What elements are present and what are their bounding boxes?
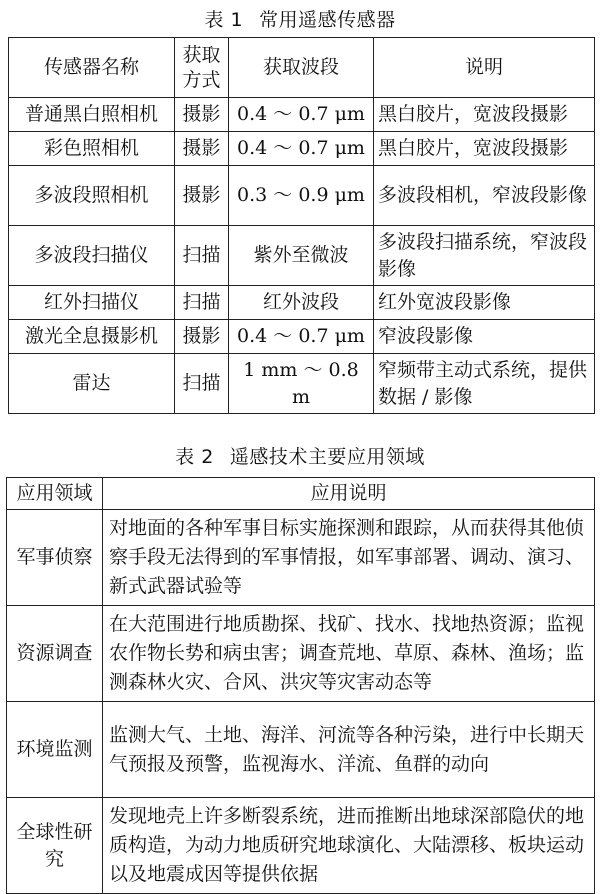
sensor-name: 红外扫描仪: [9, 286, 175, 320]
table2-caption-number: 表 2: [175, 446, 214, 468]
table1-caption-number: 表 1: [204, 9, 244, 31]
sensor-method: 扫描: [175, 226, 229, 286]
header-sensor-name: 传感器名称: [9, 38, 175, 98]
sensor-note: 多波段相机，窄波段影像: [374, 166, 595, 226]
sensor-name: 普通黑白照相机: [9, 98, 175, 132]
table-row: [7, 702, 595, 798]
sensor-note: 红外宽波段影像: [374, 286, 595, 320]
table-row: [9, 320, 595, 354]
table-row: [7, 510, 595, 606]
application-table: [6, 477, 595, 894]
sensor-note: 黑白胶片，宽波段摄影: [374, 98, 595, 132]
application-description: 对地面的各种军事目标实施探测和跟踪，从而获得其他侦察手段无法得到的军事情报，如军事部署、调动、演习、新式武器试验等: [103, 510, 595, 606]
table-row: [7, 606, 595, 702]
table-row: [9, 354, 595, 414]
sensor-note: 窄频带主动式系统，提供数据 / 影像: [374, 354, 595, 414]
sensor-name: 多波段扫描仪: [9, 226, 175, 286]
table-row: [9, 166, 595, 226]
header-application-field: 应用领域: [7, 478, 103, 510]
table-row: [9, 226, 595, 286]
table-row: [7, 798, 595, 894]
sensor-name: 雷达: [9, 354, 175, 414]
header-acquisition-method: 获取方式: [175, 38, 229, 98]
application-description: 在大范围进行地质勘探、找矿、找水、找地热资源；监视农作物长势和病虫害；调查荒地、草原、森林、渔场；监测森林火灾、合风、洪灾等灾害动态等: [103, 606, 595, 702]
table-row: [9, 132, 595, 166]
table2-caption-title: 遥感技术主要应用领域: [229, 446, 425, 468]
sensor-table-header-row: [9, 38, 595, 98]
sensor-method: 扫描: [175, 354, 229, 414]
header-description: 说明: [374, 38, 595, 98]
application-table-header-row: [7, 478, 595, 510]
application-field: 环境监测: [7, 702, 103, 798]
table1-caption-title: 常用遥感传感器: [259, 9, 396, 31]
sensor-note: 多波段扫描系统，窄波段影像: [374, 226, 595, 286]
sensor-band: 0.4 ～ 0.7 μm: [229, 132, 374, 166]
sensor-name: 多波段照相机: [9, 166, 175, 226]
sensor-band: 紫外至微波: [229, 226, 374, 286]
sensor-note: 窄波段影像: [374, 320, 595, 354]
application-field: 军事侦察: [7, 510, 103, 606]
application-description: 监测大气、土地、海洋、河流等各种污染，进行中长期天气预报及预警，监视海水、洋流、鱼群的动向: [103, 702, 595, 798]
sensor-table: [8, 37, 595, 414]
sensor-band: 红外波段: [229, 286, 374, 320]
sensor-band: 0.4 ～ 0.7 μm: [229, 98, 374, 132]
table-row: [9, 98, 595, 132]
sensor-name: 激光全息摄影机: [9, 320, 175, 354]
sensor-method: 摄影: [175, 98, 229, 132]
application-field: 全球性研究: [7, 798, 103, 894]
table1-caption: [0, 8, 600, 32]
header-application-description: 应用说明: [103, 478, 595, 510]
table2-caption: [0, 445, 600, 469]
sensor-method: 摄影: [175, 166, 229, 226]
sensor-band: 0.3 ～ 0.9 μm: [229, 166, 374, 226]
sensor-note: 黑白胶片，宽波段摄影: [374, 132, 595, 166]
sensor-name: 彩色照相机: [9, 132, 175, 166]
sensor-method: 摄影: [175, 320, 229, 354]
sensor-band: 0.4 ～ 0.7 μm: [229, 320, 374, 354]
sensor-band: 1 mm ～ 0.8 m: [229, 354, 374, 414]
header-band: 获取波段: [229, 38, 374, 98]
sensor-method: 扫描: [175, 286, 229, 320]
application-field: 资源调查: [7, 606, 103, 702]
table-row: [9, 286, 595, 320]
sensor-method: 摄影: [175, 132, 229, 166]
application-description: 发现地壳上许多断裂系统，进而推断出地球深部隐伏的地质构造，为动力地质研究地球演化、大陆漂移、板块运动以及地震成因等提供依据: [103, 798, 595, 894]
